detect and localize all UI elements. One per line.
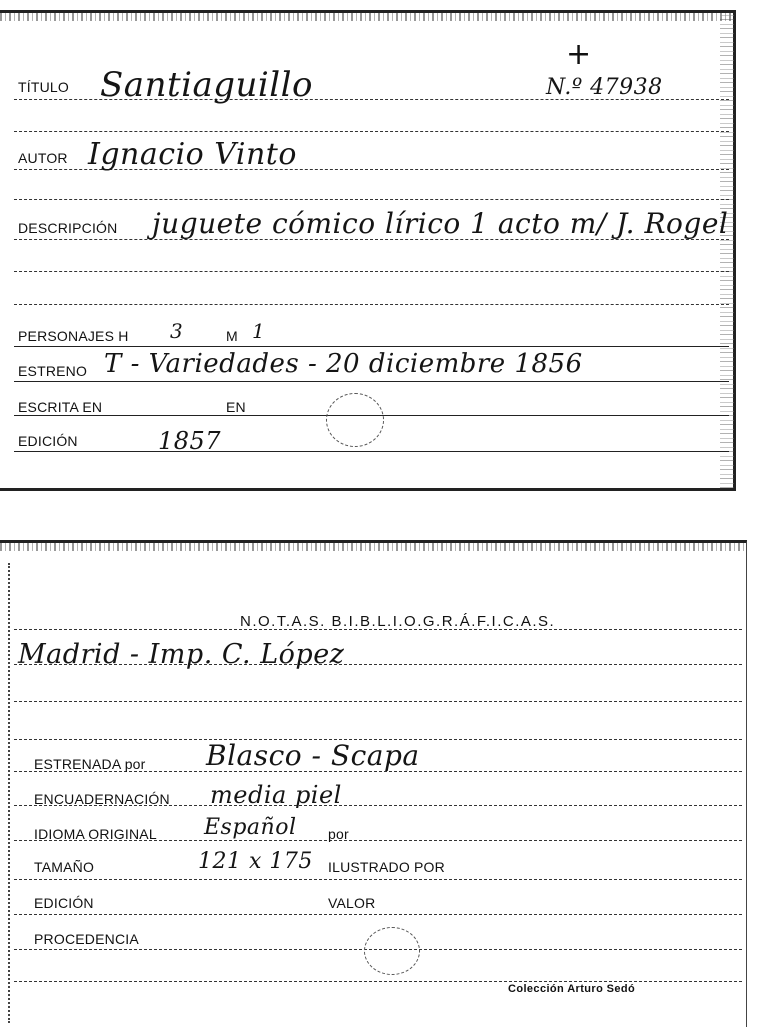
idioma-value: Español (204, 815, 297, 840)
left-dotted-edge (8, 563, 10, 1023)
estrenada-label: ESTRENADA por (34, 756, 146, 772)
encuadernacion-value: media piel (210, 781, 342, 809)
ruled-line (14, 879, 742, 880)
card-top-edge (0, 543, 746, 551)
card-top-edge (0, 13, 733, 21)
estreno-label: ESTRENO (18, 363, 88, 379)
ruled-line (14, 914, 742, 915)
tamano-label: TAMAÑO (34, 859, 95, 875)
card-right-edge (720, 13, 734, 488)
ruled-line (14, 131, 729, 132)
idioma-label: IDIOMA ORIGINAL (34, 826, 157, 842)
catalog-card-back (0, 540, 747, 1027)
stamp-circle (326, 393, 384, 447)
escrita-en-label: ESCRITA EN (18, 399, 103, 415)
personajes-h-label: PERSONAJES H (18, 328, 129, 344)
personajes-m-value: 1 (252, 319, 266, 343)
notas-bibliograficas-title: N.O.T.A.S. B.I.B.L.I.O.G.R.Á.F.I.C.A.S. (240, 613, 556, 630)
ruled-line (14, 346, 729, 347)
ruled-line (14, 701, 742, 702)
autor-value: Ignacio Vinto (88, 137, 297, 172)
stamp-circle (364, 927, 420, 975)
ruled-line (14, 199, 729, 200)
encuadernacion-label: ENCUADERNACIÓN (34, 791, 170, 807)
estreno-value: T - Variedades - 20 diciembre 1856 (104, 349, 583, 379)
ruled-line (14, 981, 742, 982)
cross-mark: + (566, 37, 592, 72)
tamano-value: 121 x 175 (198, 849, 313, 874)
edicion-value: 1857 (158, 427, 222, 455)
descripcion-label: DESCRIPCIÓN (18, 220, 118, 236)
edicion-back-label: EDICIÓN (34, 895, 94, 911)
titulo-value: Santiaguillo (100, 65, 314, 105)
ruled-line (14, 271, 729, 272)
collection-credit: Colección Arturo Sedó (508, 983, 636, 995)
catalog-card-front (0, 10, 736, 491)
estrenada-value: Blasco - Scapa (206, 739, 420, 772)
en-label: EN (226, 399, 246, 415)
valor-label: VALOR (328, 895, 376, 911)
personajes-m-label: M (226, 328, 238, 344)
edicion-label: EDICIÓN (18, 433, 78, 449)
descripcion-value: juguete cómico lírico 1 acto m/ J. Rogel (152, 207, 729, 240)
ruled-line (14, 304, 729, 305)
catalog-number: N.º 47938 (546, 75, 663, 100)
autor-label: AUTOR (18, 150, 68, 166)
titulo-label: TÍTULO (18, 79, 69, 95)
personajes-h-value: 3 (170, 319, 184, 343)
ruled-line (14, 451, 729, 452)
procedencia-label: PROCEDENCIA (34, 931, 139, 947)
ruled-line (14, 381, 729, 382)
por-label: por (328, 826, 349, 842)
notas-value: Madrid - Imp. C. López (18, 639, 345, 670)
ilustrado-por-label: ILUSTRADO POR (328, 859, 445, 875)
